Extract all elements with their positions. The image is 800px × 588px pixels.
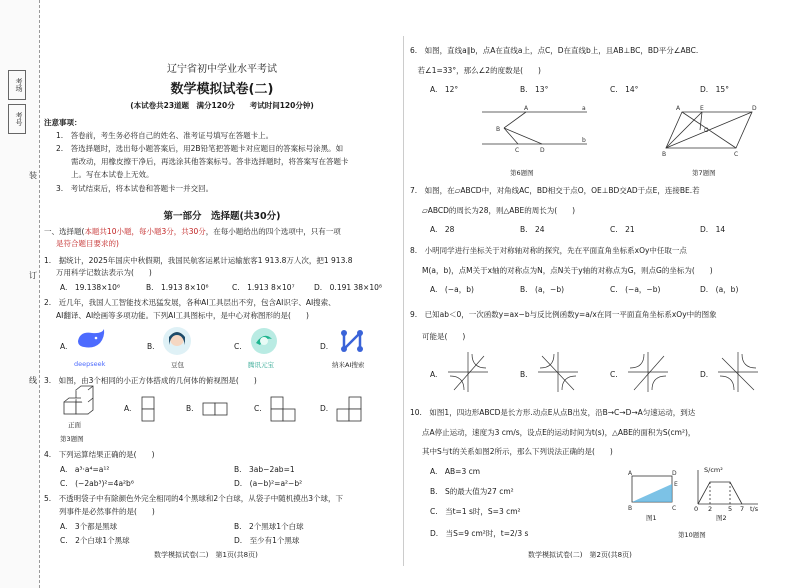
q5-option-d: D. 至少有1个黑球	[234, 536, 300, 545]
q9-label-d: D.	[700, 370, 709, 379]
q5-option-a: A. 3个都是黑球	[60, 522, 118, 531]
section1-instructions	[44, 227, 341, 237]
svg-text:D: D	[540, 147, 545, 154]
svg-text:C: C	[672, 505, 677, 512]
column-divider	[403, 36, 404, 566]
exam-number-box: 考号	[8, 104, 26, 134]
q3-option-c-view	[270, 396, 300, 422]
q10-figure-1	[628, 472, 678, 512]
note-line: 1. 答卷前，考生务必将自己的姓名、准考证号填写在答题卡上。	[56, 131, 274, 140]
q6-figure	[482, 104, 592, 158]
q2-caption-a: deepseek	[74, 360, 106, 368]
q1-option-d: D. 0.191 38×10⁸	[314, 283, 382, 292]
q7-option-c: C. 21	[610, 225, 635, 234]
q10-tick-5: 5	[728, 505, 733, 513]
q2-caption-d: 纳米AI搜索	[332, 361, 365, 369]
q10-stem: 其中S与t的关系如图2所示，那么下列说法正确的是( )	[422, 447, 613, 456]
q9-label-a: A.	[430, 370, 438, 379]
svg-text:A: A	[628, 470, 633, 477]
q7-figure	[662, 104, 772, 158]
svg-text:a: a	[582, 105, 586, 112]
q8-option-d: D. (a，b)	[700, 285, 739, 294]
q8-stem: 8. 小明同学进行坐标关于对称轴对称的探究，先在平面直角坐标系xOy中任取一点	[410, 246, 687, 255]
q3-label-c: C.	[254, 404, 262, 413]
note-line: 需改动，用橡皮擦干净后，再选涂其他答案标号。答非选择题时，将答案写在答题卡	[56, 157, 349, 166]
q3-solid-figure	[60, 388, 104, 422]
q4-option-a: A. a³·a⁴=a¹²	[60, 465, 110, 474]
q10-tick-t: t/s	[750, 505, 759, 513]
q2-caption-c: 腾讯元宝	[248, 361, 274, 369]
q2-caption-b: 豆包	[171, 361, 184, 369]
q10-figure-2-caption: 图2	[716, 514, 727, 522]
q7-stem: ▱ABCD的周长为28，则△ABE的周长为( )	[422, 206, 576, 215]
svg-text:B: B	[662, 151, 667, 158]
whale-logo-icon	[74, 325, 108, 359]
q7-stem: 7. 如图，在▱ABCD中，对角线AC，BD相交于点O，OE⊥BD交AD于点E，连接BE.若	[410, 186, 700, 195]
svg-text:D: D	[752, 105, 757, 112]
avatar-logo-icon	[161, 325, 195, 359]
q10-figure-caption: 第10题图	[678, 531, 706, 539]
q3-label-a: A.	[124, 404, 132, 413]
q9-stem: 可能是( )	[422, 332, 466, 341]
q1-stem: 1. 据统计，2025年国庆中秋假期，我国民航客运累计运输旅客1 913.8万人次，把1 913.8	[44, 256, 353, 265]
q1-stem: 万用科学记数法表示为( )	[56, 268, 152, 277]
exam-room-box: 考场	[8, 70, 26, 100]
q3-option-a-view	[140, 396, 160, 422]
q3-stem: 3. 如图，由3个相同的小正方体搭成的几何体的俯视图是( )	[44, 376, 257, 385]
svg-text:E: E	[674, 481, 678, 488]
q7-figure-caption: 第7题图	[692, 169, 716, 177]
q3-label-d: D.	[320, 404, 329, 413]
q9-label-c: C.	[610, 370, 618, 379]
nano-search-logo-icon	[336, 325, 370, 359]
q10-tick-0: 0	[694, 505, 699, 513]
note-line: 上。写在本试卷上无效。	[56, 170, 154, 179]
q8-option-b: B. (a，−b)	[520, 285, 565, 294]
q10-axis-s: S/cm²	[704, 466, 723, 474]
q4-option-d: D. (a−b)²=a²−b²	[234, 479, 303, 488]
q3-option-b-view	[202, 402, 232, 416]
note-line: 2. 答选择题时，选出每小题答案后，用2B铅笔把答题卡对应题目的答案标号涂黑。如	[56, 144, 344, 153]
svg-text:A: A	[676, 105, 681, 112]
q5-stem: 列事件是必然事件的是( )	[44, 507, 155, 516]
q3-label-b: B.	[186, 404, 194, 413]
q6-stem: 若∠1=33°，那么∠2的度数是( )	[410, 66, 541, 75]
svg-text:C: C	[515, 147, 520, 154]
q2-label-c: C.	[234, 342, 242, 351]
q10-option-a: A. AB=3 cm	[430, 467, 481, 476]
section1-rest: ，在每小题给出的四个选项中，只有一项	[205, 227, 341, 236]
q9-graph-d	[716, 350, 760, 394]
q5-stem: 5. 不透明袋子中有除颜色外完全相同的4个黑球和2个白球，从袋子中随机摸出3个球，下	[44, 494, 343, 503]
q7-option-b: B. 24	[520, 225, 545, 234]
part1-title: 第一部分 选择题(共30分)	[163, 211, 281, 222]
strip-mark: 线	[29, 376, 37, 385]
q3-front-label: 正面	[68, 421, 81, 429]
q2-stem: 2. 近几年，我国人工智能技术迅猛发展，各种AI工具层出不穷，包含AI识字、AI搜索、	[44, 298, 336, 307]
q3-option-d-view	[336, 396, 366, 422]
section1-label: 一、选择题(	[44, 227, 85, 236]
q10-stem: 点A停止运动，速度为3 cm/s，设点E的运动时间为t(s)，△ABE的面积为S(cm²)，	[422, 428, 696, 437]
svg-text:B: B	[496, 126, 501, 133]
svg-text:C: C	[734, 151, 739, 158]
section1-line2: 是符合题目要求的)	[56, 239, 119, 248]
q6-figure-caption: 第6题图	[510, 169, 534, 177]
q9-label-b: B.	[520, 370, 528, 379]
svg-text:A: A	[524, 105, 529, 112]
q1-option-c: C. 1.913 8×10⁷	[232, 283, 295, 292]
q10-option-c: C. 当t=1 s时，S=3 cm²	[430, 507, 521, 516]
q6-option-a: A. 12°	[430, 85, 459, 94]
q10-tick-7: 7	[740, 505, 745, 513]
right-column	[410, 0, 795, 588]
q6-stem: 6. 如图，直线a∥b，点A在直线a上，点C，D在直线b上，且AB⊥BC，BD平分∠ABC.	[410, 46, 699, 55]
q7-option-d: D. 14	[700, 225, 726, 234]
q10-tick-2: 2	[708, 505, 713, 513]
footer-left: 数学模拟试卷(二) 第1页(共8页)	[154, 551, 258, 559]
q6-option-b: B. 13°	[520, 85, 549, 94]
q6-option-d: D. 15°	[700, 85, 729, 94]
q2-label-b: B.	[147, 342, 155, 351]
q2-label-d: D.	[320, 342, 329, 351]
q2-stem: AI翻译、AI绘画等多项功能。下列AI工具图标中，是中心对称图形的是( )	[56, 311, 309, 320]
footer-right: 数学模拟试卷(二) 第2页(共8页)	[528, 551, 632, 559]
svg-text:b: b	[582, 137, 586, 144]
svg-text:O: O	[704, 127, 709, 134]
q9-stem: 9. 已知ab＜0，一次函数y=ax−b与反比例函数y=a/x在同一平面直角坐标系xOy中的图象	[410, 310, 717, 319]
strip-mark: 订	[29, 271, 37, 280]
svg-text:D: D	[672, 470, 677, 477]
strip-mark: 装	[29, 171, 37, 180]
q10-stem: 10. 如图1，四边形ABCD是长方形.动点E从点B出发，沿B→C→D→A匀速运动，到达	[410, 408, 696, 417]
note-line: 3. 考试结束后，将本试卷和答题卡一并交回。	[56, 184, 214, 193]
q6-option-c: C. 14°	[610, 85, 639, 94]
q1-option-a: A. 19.138×10⁶	[60, 283, 120, 292]
q7-option-a: A. 28	[430, 225, 455, 234]
q4-option-b: B. 3ab−2ab=1	[234, 465, 295, 474]
notes-heading: 注意事项：	[44, 118, 82, 127]
q5-option-c: C. 2个白球1个黑球	[60, 536, 130, 545]
q1-option-b: B. 1.913 8×10⁶	[146, 283, 209, 292]
q10-option-d: D. 当S=9 cm²时，t=2/3 s	[430, 529, 529, 538]
yuanbao-logo-icon	[248, 325, 282, 359]
binding-strip	[0, 0, 40, 588]
q3-figure-caption: 第3题图	[60, 435, 84, 443]
q9-graph-a	[446, 350, 490, 394]
q4-option-c: C. (−2ab³)²=4a²b⁶	[60, 479, 134, 488]
q8-option-c: C. (−a，−b)	[610, 285, 661, 294]
q4-stem: 4. 下列运算结果正确的是( )	[44, 450, 155, 459]
left-column	[44, 0, 400, 588]
q8-stem: M(a，b)，点M关于x轴的对称点为N，点N关于y轴的对称点为G，则点G的坐标为( )	[422, 266, 713, 275]
svg-text:E: E	[700, 105, 704, 112]
section1-highlight: 本题共10小题，每小题3分，共30分	[84, 227, 206, 236]
svg-text:B: B	[628, 505, 633, 512]
q9-graph-b	[536, 350, 580, 394]
exam-info: (本试卷共23道题 满分120分 考试时间120分钟)	[130, 101, 314, 110]
exam-province: 辽宁省初中学业水平考试	[167, 64, 277, 75]
q8-option-a: A. (−a，b)	[430, 285, 474, 294]
q9-graph-c	[626, 350, 670, 394]
q2-label-a: A.	[60, 342, 68, 351]
q10-option-b: B. S的最大值为27 cm²	[430, 487, 514, 496]
q10-figure-1-caption: 图1	[646, 514, 657, 522]
q5-option-b: B. 2个黑球1个白球	[234, 522, 304, 531]
exam-title: 数学模拟试卷(二)	[170, 82, 274, 97]
